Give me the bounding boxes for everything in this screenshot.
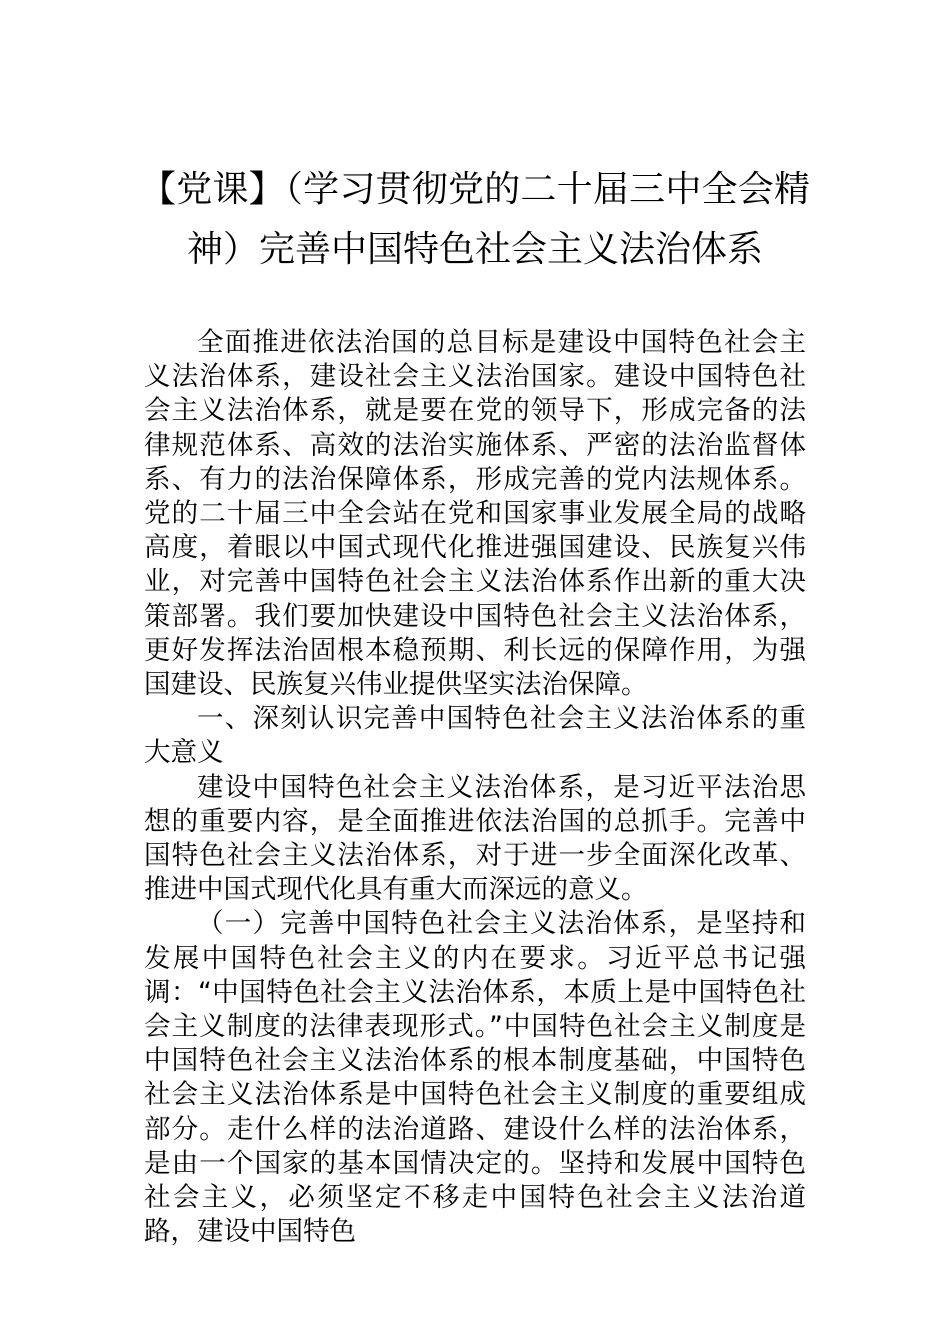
section-heading-1: 一、深刻认识完善中国特色社会主义法治体系的重大意义 <box>144 703 806 769</box>
paragraph-intro: 全面推进依法治国的总目标是建设中国特色社会主义法治体系，建设社会主义法治国家。建设中国特色社会主义法治体系，就是要在党的领导下，形成完备的法律规范体系、高效的法治实施体系、严密的法治监督体系、有力的法治保障体系，形成完善的党内法规体系。党的二十届三中全会站在党和国家事业发展全局的战略高度，着眼以中国式现代化推进强国建设、民族复兴伟业，对完善中国特色社会主义法治体系作出新的重大决策部署。我们要加快建设中国特色社会主义法治体系，更好发挥法治固根本稳预期、利长远的保障作用，为强国建设、民族复兴伟业提供坚实法治保障。 <box>144 327 806 701</box>
document-body <box>144 326 806 1249</box>
paragraph-section-1: 建设中国特色社会主义法治体系，是习近平法治思想的重要内容，是全面推进依法治国的总抓手。完善中国特色社会主义法治体系，对于进一步全面深化改革、推进中国式现代化具有重大而深远的意义。 <box>144 771 806 906</box>
paragraph-subsection-1: （一）完善中国特色社会主义法治体系，是坚持和发展中国特色社会主义的内在要求。习近平总书记强调：“中国特色社会主义法治体系，本质上是中国特色社会主义制度的法律表现形式。”中国特色社会主义制度是中国特色社会主义法治体系的根本制度基础，中国特色社会主义法治体系是中国特色社会主义制度的重要组成部分。走什么样的法治道路、建设什么样的法治体系，是由一个国家的基本国情决定的。坚持和发展中国特色社会主义，必须坚定不移走中国特色社会主义法治道路，建设中国特色 <box>144 908 806 1248</box>
document-title: 【党课】（学习贯彻党的二十届三中全会精神）完善中国特色社会主义法治体系 <box>140 169 810 270</box>
